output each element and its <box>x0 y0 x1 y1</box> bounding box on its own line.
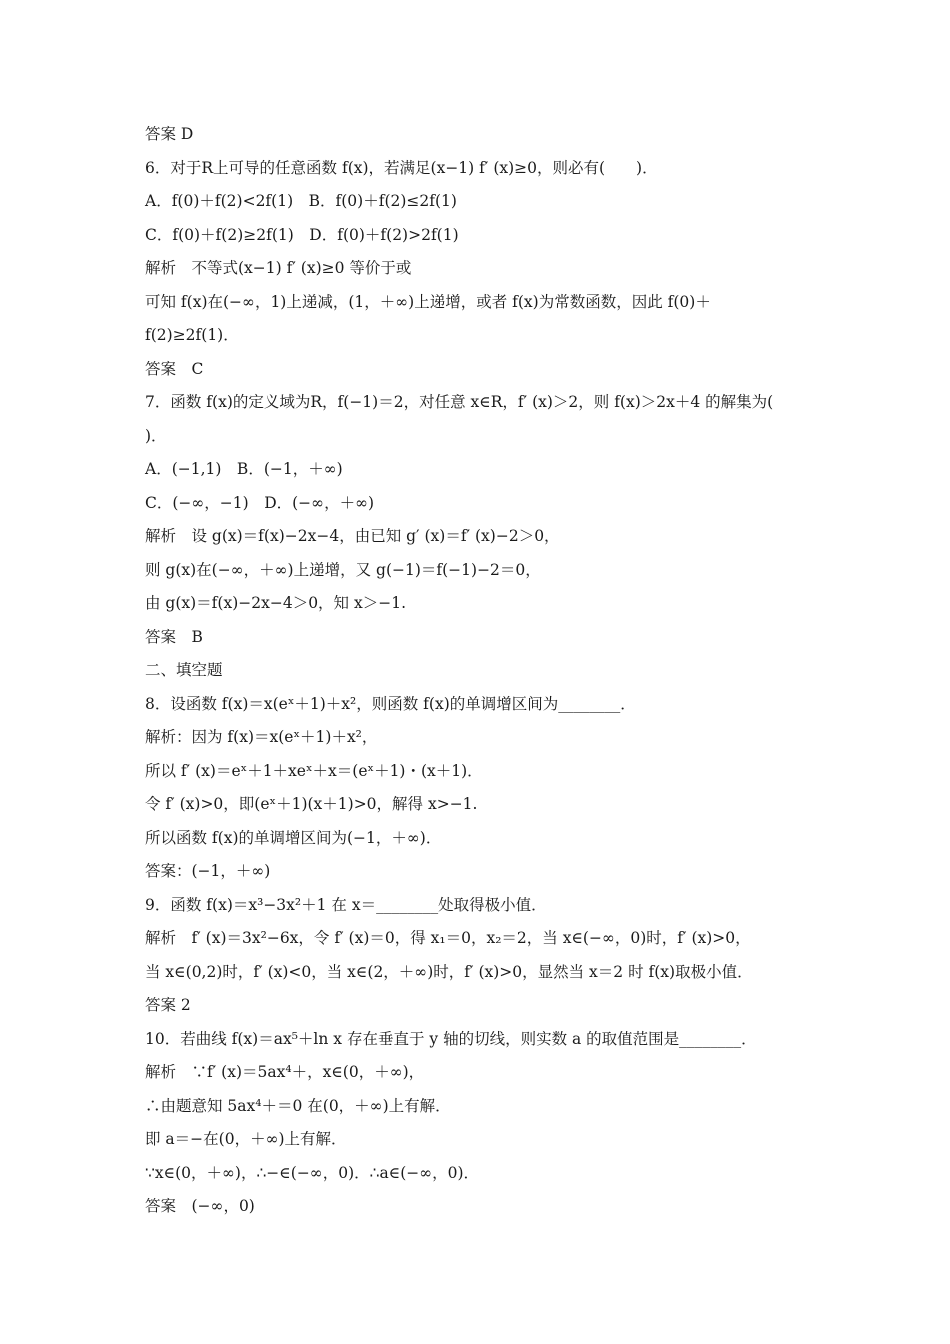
text-line: 可知 f(x)在(−∞，1)上递减，(1，＋∞)上递增，或者 f(x)为常数函数，因此 f(0)＋ <box>145 293 711 311</box>
text-line: 则 g(x)在(−∞，＋∞)上递增，又 g(−1)＝f(−1)−2＝0， <box>145 561 541 579</box>
text-line: 8．设函数 f(x)＝x(eˣ＋1)＋x²，则函数 f(x)的单调增区间为________． <box>145 695 636 713</box>
text-line: 解析 ∵f′ (x)＝5ax⁴＋，x∈(0，＋∞)， <box>145 1063 425 1081</box>
text-line: 令 f′ (x)>0，即(eˣ＋1)(x＋1)>0，解得 x>−1. <box>145 795 478 813</box>
section-heading: 二、填空题 <box>145 661 223 679</box>
text-line: f(2)≥2f(1)． <box>145 326 239 344</box>
text-line: 9．函数 f(x)＝x³−3x²＋1 在 x＝________处取得极小值． <box>145 896 547 914</box>
text-line: 解析 f′ (x)＝3x²−6x，令 f′ (x)＝0，得 x₁＝0，x₂＝2，当 x∈(−∞，0)时，f′ (x)>0， <box>145 929 751 947</box>
text-line: 由 g(x)＝f(x)−2x−4＞0，知 x＞−1. <box>145 594 407 612</box>
text-line: A．(−1,1) B．(−1，＋∞) <box>145 460 343 478</box>
text-line: 即 a＝−在(0，＋∞)上有解． <box>145 1130 347 1148</box>
text-line: 答案 2 <box>145 996 191 1014</box>
text-line: 10．若曲线 f(x)＝ax⁵＋ln x 存在垂直于 y 轴的切线，则实数 a 的取值范围是________． <box>145 1030 757 1048</box>
text-line: 答案 D <box>145 125 194 143</box>
text-line: C．(−∞，−1) D．(−∞，＋∞) <box>145 494 375 512</box>
text-line: ∴由题意知 5ax⁴＋＝0 在(0，＋∞)上有解． <box>145 1097 451 1115</box>
text-line: 当 x∈(0,2)时，f′ (x)<0，当 x∈(2，＋∞)时，f′ (x)>0，显然当 x＝2 时 f(x)取极小值． <box>145 963 753 981</box>
text-line: 7．函数 f(x)的定义域为R，f(−1)＝2，对任意 x∈R，f′ (x)＞2，则 f(x)＞2x＋4 的解集为( <box>145 393 774 411</box>
text-line: 解析 设 g(x)＝f(x)−2x−4，由已知 g′ (x)＝f′ (x)−2＞0， <box>145 527 560 545</box>
text-line: 答案 B <box>145 628 203 646</box>
text-line: ∵x∈(0，＋∞)，∴−∈(−∞，0)．∴a∈(−∞，0)． <box>145 1164 480 1182</box>
text-line: 答案：(−1，＋∞) <box>145 862 271 880</box>
text-line: )． <box>145 427 167 445</box>
text-line: 解析：因为 f(x)＝x(eˣ＋1)＋x²， <box>145 728 378 746</box>
text-line: 所以 f′ (x)＝eˣ＋1＋xeˣ＋x＝(eˣ＋1)・(x＋1)． <box>145 762 483 780</box>
text-line: 6．对于R上可导的任意函数 f(x)，若满足(x−1) f′ (x)≥0，则必有( )． <box>145 159 658 177</box>
text-line: A．f(0)＋f(2)<2f(1) B．f(0)＋f(2)≤2f(1) <box>145 192 457 210</box>
text-line: 答案 C <box>145 360 204 378</box>
text-line: C．f(0)＋f(2)≥2f(1) D．f(0)＋f(2)>2f(1) <box>145 226 459 244</box>
text-line: 所以函数 f(x)的单调增区间为(−1，＋∞)． <box>145 829 442 847</box>
text-line: 答案 (−∞，0) <box>145 1197 255 1215</box>
text-line: 解析 不等式(x−1) f′ (x)≥0 等价于或 <box>145 259 412 277</box>
